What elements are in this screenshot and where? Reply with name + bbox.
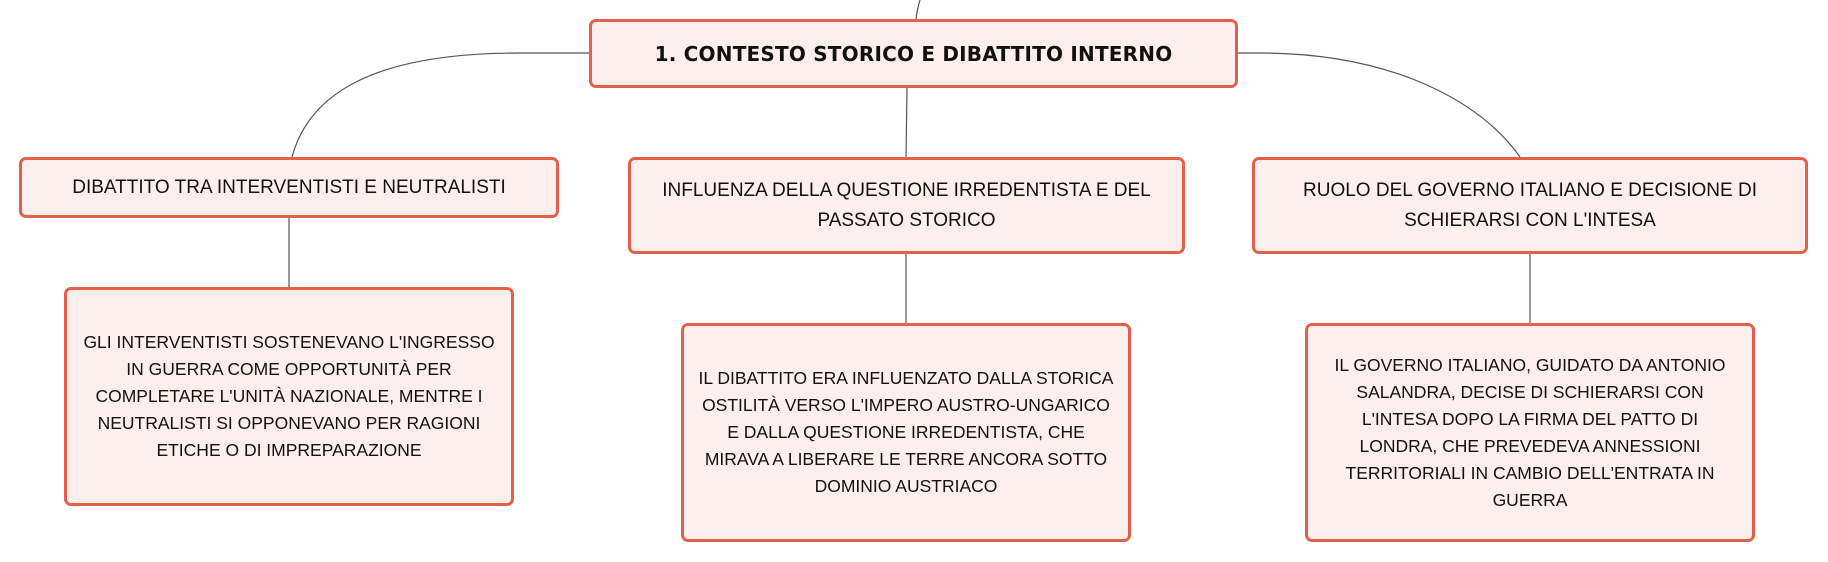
detail-note-questione-irredentista[interactable]	[681, 323, 1131, 542]
connector-parent-to-root	[916, 0, 920, 19]
branch-topic-governo-intesa[interactable]	[1252, 157, 1808, 254]
connector-root-to-branch-3	[1237, 53, 1520, 157]
detail-note-text: IL DIBATTITO ERA INFLUENZATO DALLA STORICA OSTILITÀ VERSO L'IMPERO AUSTRO-UNGARICO E DALLA QUESTIONE IRREDENTISTA, CHE MIRAVA A LIBERARE LE TERRE ANCORA SOTTO DOMINIO AUSTRIACO	[698, 368, 1114, 496]
connector-root-to-branch-1	[292, 53, 590, 157]
detail-note-interventisti-neutralisti[interactable]	[64, 287, 514, 506]
branch-topic-label: INFLUENZA DELLA QUESTIONE IRREDENTISTA E DEL PASSATO STORICO	[662, 179, 1151, 231]
root-topic[interactable]	[589, 19, 1238, 88]
detail-note-governo-intesa[interactable]	[1305, 323, 1755, 542]
root-topic-label: 1. CONTESTO STORICO E DIBATTITO INTERNO	[654, 41, 1173, 66]
detail-note-text: IL GOVERNO ITALIANO, GUIDATO DA ANTONIO SALANDRA, DECISE DI SCHIERARSI CON L'INTESA DOPO LA FIRMA DEL PATTO DI LONDRA, CHE PREVEDEVA ANNESSIONI TERRITORIALI IN CAMBIO DELL'ENTRATA IN GUERRA	[1334, 354, 1726, 510]
detail-note-text: GLI INTERVENTISTI SOSTENEVANO L'INGRESSO IN GUERRA COME OPPORTUNITÀ PER COMPLETARE L'UNITÀ NAZIONALE, MENTRE I NEUTRALISTI SI OPPONEVANO PER RAGIONI ETICHE O DI IMPREPARAZIONE	[83, 332, 495, 460]
connector-root-to-branch-2	[906, 88, 907, 157]
branch-topic-questione-irredentista[interactable]	[628, 157, 1185, 254]
branch-topic-interventisti-neutralisti[interactable]	[19, 157, 559, 218]
branch-topic-label: RUOLO DEL GOVERNO ITALIANO E DECISIONE DI SCHIERARSI CON L'INTESA	[1303, 179, 1757, 231]
branch-topic-label: DIBATTITO TRA INTERVENTISTI E NEUTRALISTI	[72, 176, 506, 198]
